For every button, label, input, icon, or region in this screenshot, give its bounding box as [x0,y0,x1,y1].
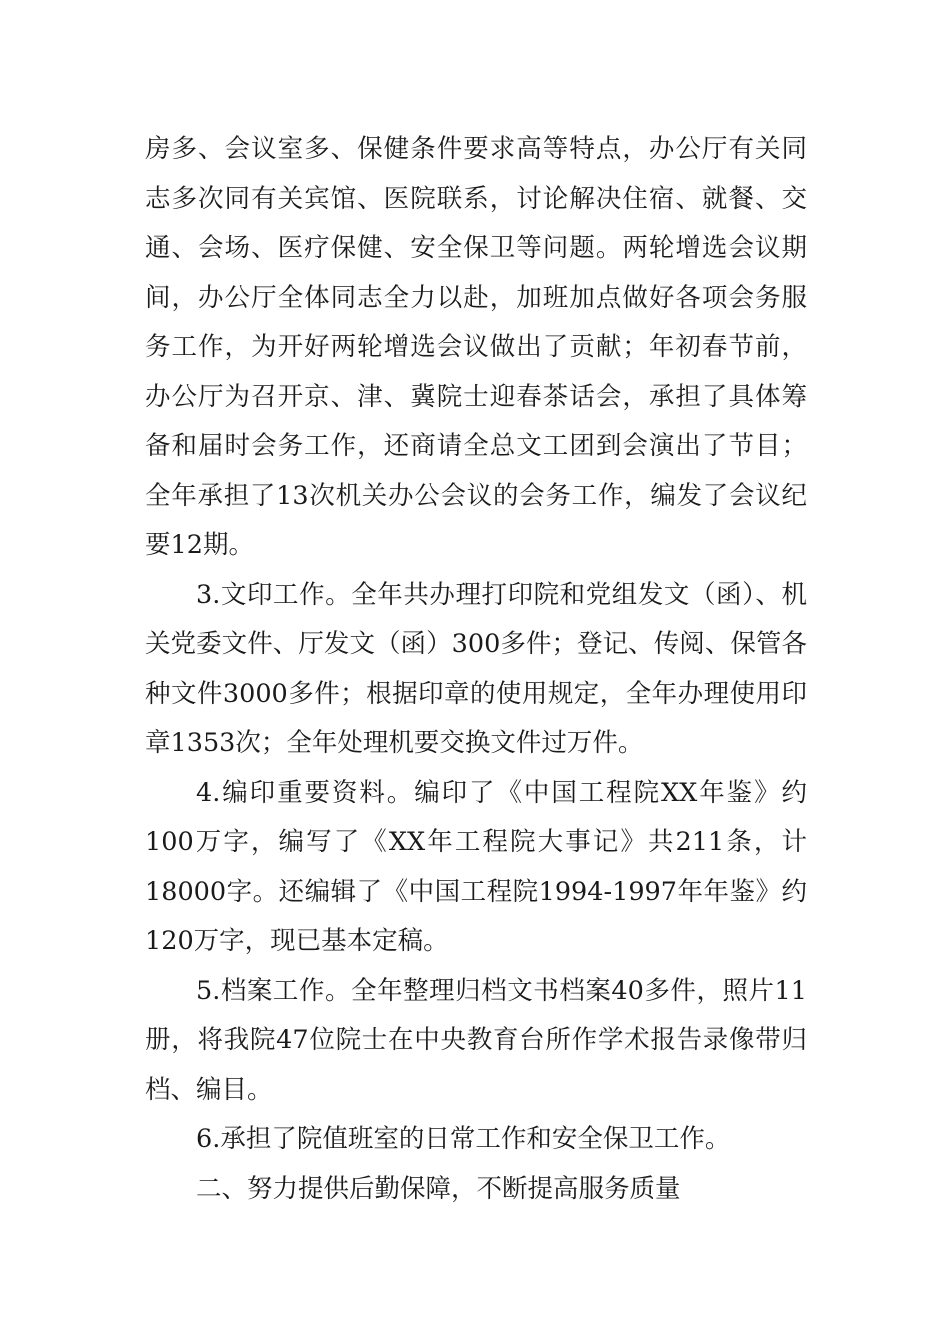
paragraph-item-3: 3.文印工作。全年共办理打印院和党组发文（函）、机关党委文件、厅发文（函）300多件；登记、传阅、保管各种文件3000多件；根据印章的使用规定，全年办理使用印章1353次；全年处理机要交换文件过万件。 [145,579,807,758]
paragraph-item-6: 6.承担了院值班室的日常工作和安全保卫工作。 [196,1124,731,1154]
paragraph-item-4: 4.编印重要资料。编印了《中国工程院XX年鉴》约100万字，编写了《XX年工程院大事记》共211条，计18000字。还编辑了《中国工程院1994-1997年年鉴》约120万字，现已基本定稿。 [145,777,807,956]
paragraph-item-5: 5.档案工作。全年整理归档文书档案40多件，照片11册，将我院47位院士在中央教育台所作学术报告录像带归档、编目。 [145,975,807,1105]
document-body [145,125,807,1214]
section-heading: 二、努力提供后勤保障，不断提高服务质量 [196,1173,681,1204]
paragraph-continued: 房多、会议室多、保健条件要求高等特点，办公厅有关同志多次同有关宾馆、医院联系，讨论解决住宿、就餐、交通、会场、医疗保健、安全保卫等问题。两轮增选会议期间，办公厅全体同志全力以赴，加班加点做好各项会务服务工作，为开好两轮增选会议做出了贡献；年初春节前，办公厅为召开京、津、冀院士迎春茶话会，承担了具体筹备和届时会务工作，还商请全总文工团到会演出了节目；全年承担了13次机关办公会议的会务工作，编发了会议纪要12期。 [145,134,807,560]
